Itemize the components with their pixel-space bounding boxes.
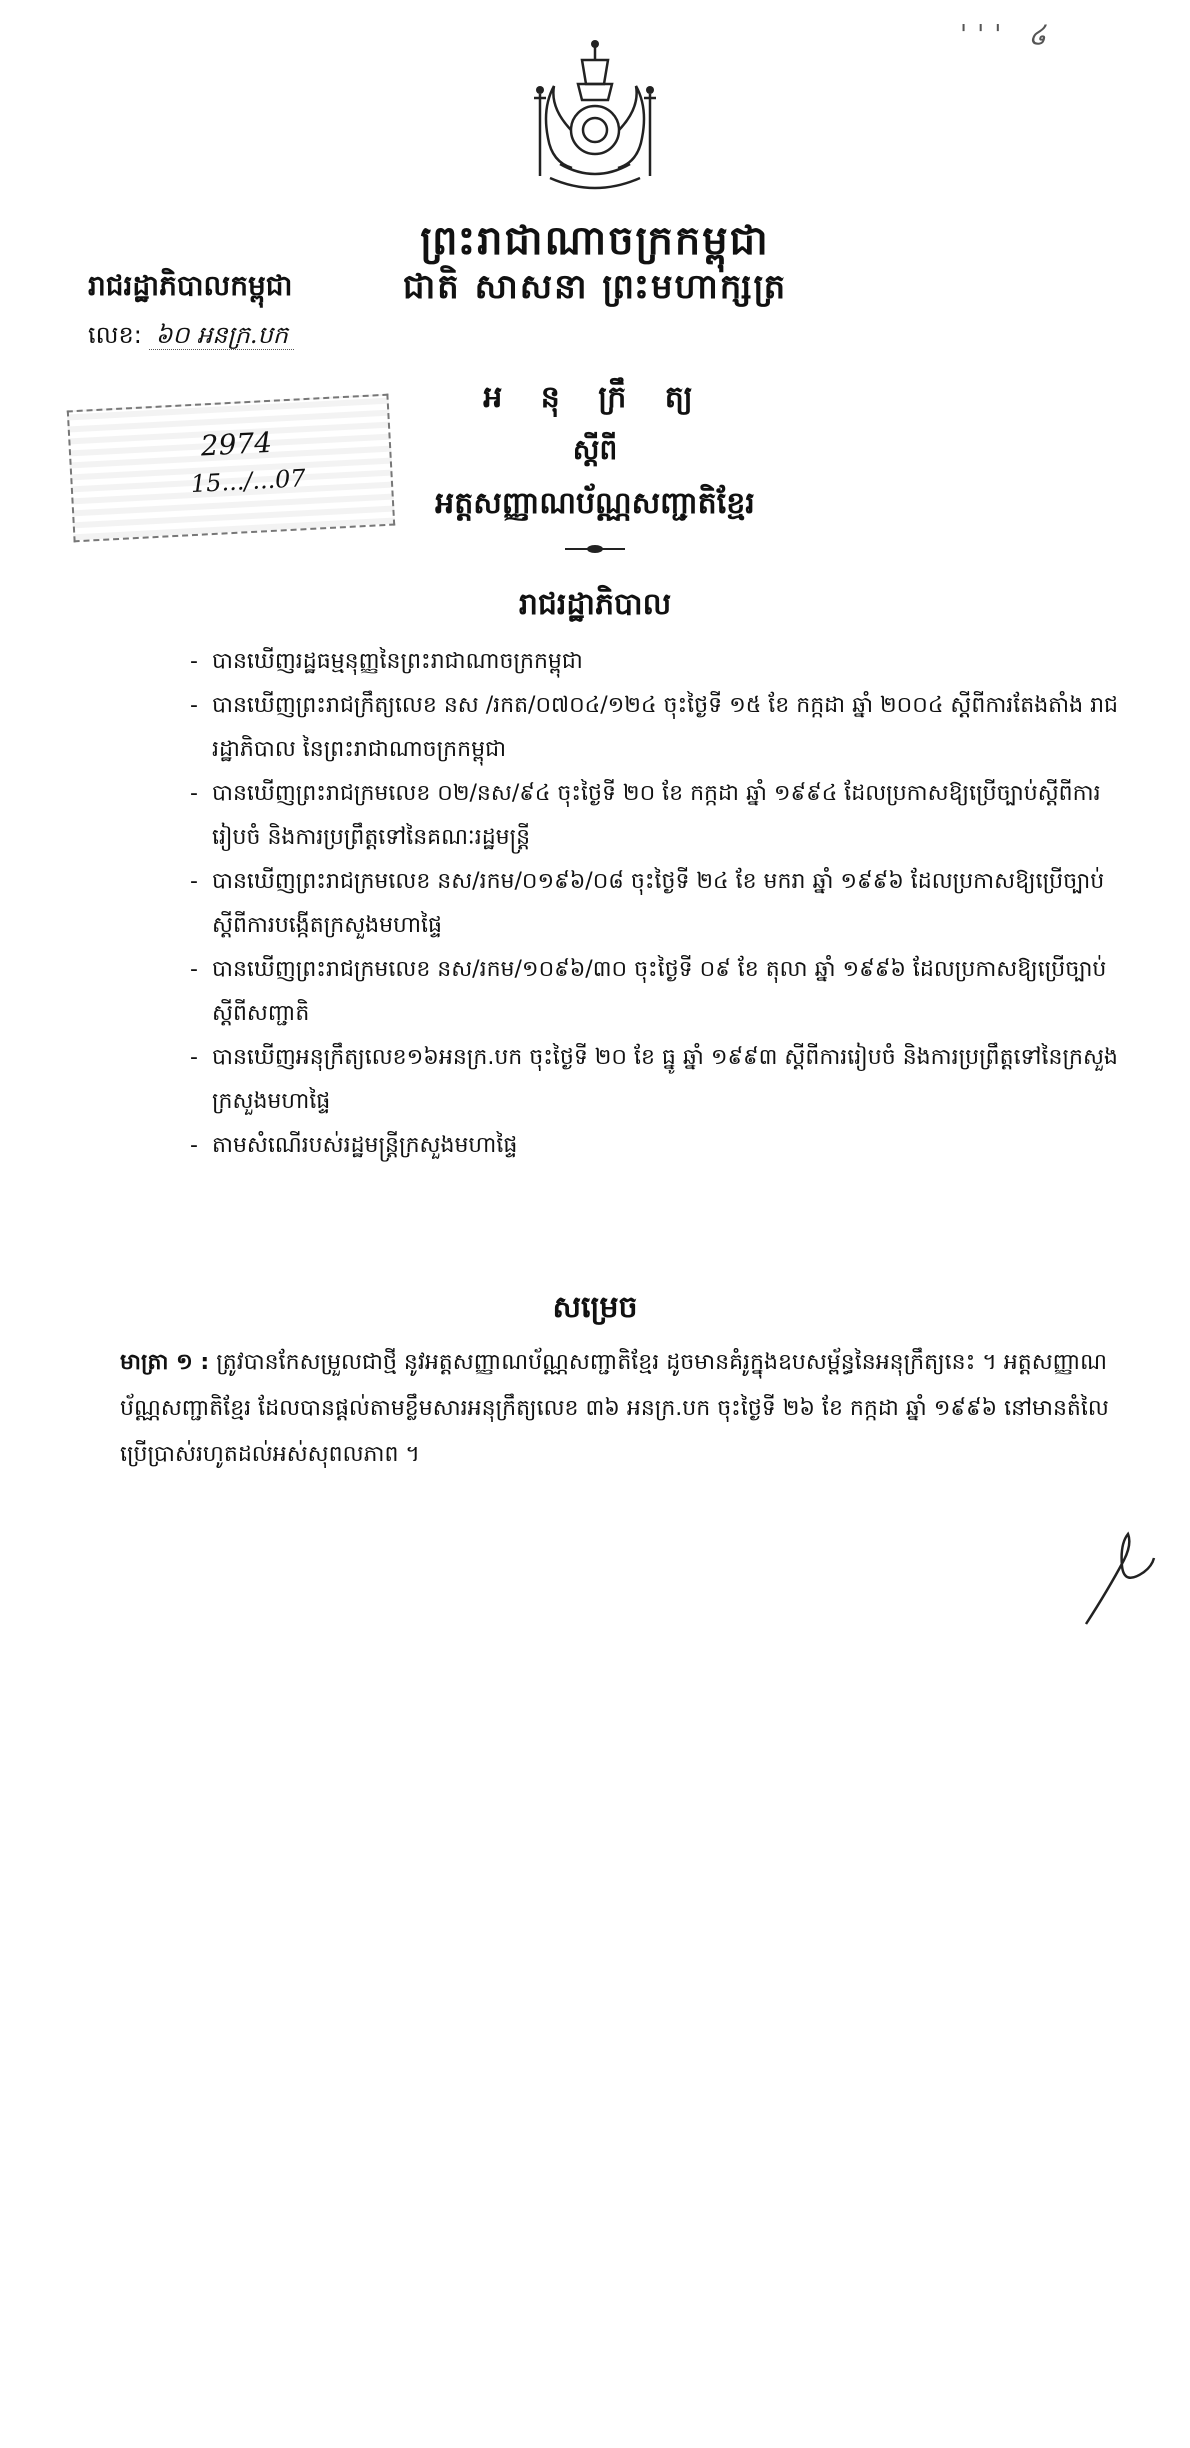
article-text: ត្រូវបានកែសម្រួលជាថ្មី នូវអត្តសញ្ញាណប័ណ្ណសញ្ជាតិខ្មែរ ដូចមានគំរូក្នុងឧបសម្ព័ន្ធនៃអនុក្រឹត្យនេះ ។ អត្តសញ្ញាណប័ណ្ណសញ្ជាតិខ្មែរ ដែលបានផ្តល់តាមខ្លឹមសារអនុក្រឹត្យលេខ ៣៦ អនក្រ.បក ចុះថ្ងៃទី ២៦ ខែ កក្កដា ឆ្នាំ ១៩៩៦ នៅមានតំលៃប្រើប្រាស់រហូតដល់អស់សុពលភាព ។ — [120, 1350, 1109, 1467]
document-subject: អត្តសញ្ញាណប័ណ្ណសញ្ជាតិខ្មែរ — [435, 486, 755, 521]
visa-item: - បានឃើញរដ្ឋធម្មនុញ្ញនៃព្រះរាជាណាចក្រកម្ពុជា — [190, 640, 1130, 684]
visa-list — [190, 640, 1130, 1168]
visa-item: - បានឃើញព្រះរាជក្រមលេខ ០២/នស/៩៤ ចុះថ្ងៃទី ២០ ខែ កក្កដា ឆ្នាំ ១៩៩៤ ដែលប្រកាសឱ្យប្រើច្បាប់ស្តីពីការ រៀបចំ និងការប្រព្រឹត្តទៅនៃគណៈរដ្ឋមន្ត្រី — [190, 772, 1130, 860]
corner-handwritten-note: ''' ໒ — [960, 20, 1057, 50]
stamp-date: 15.../...07 — [190, 464, 307, 499]
visa-item: - បានឃើញព្រះរាជក្រឹត្យលេខ នស /រកត/០៧០៤/១២៤ ចុះថ្ងៃទី ១៥ ខែ កក្កដា ឆ្នាំ ២០០៤ ស្តីពីការតែងតាំង រាជរដ្ឋាភិបាល នៃព្រះរាជាណាចក្រកម្ពុជា — [190, 684, 1130, 772]
council-heading: រាជរដ្ឋាភិបាល — [518, 587, 672, 622]
ornamental-divider — [565, 548, 625, 550]
decision-heading: សម្រេច — [552, 1290, 638, 1325]
reference-number — [88, 320, 294, 355]
visa-item: - តាមសំណើរបស់រដ្ឋមន្ត្រីក្រសួងមហាផ្ទៃ — [190, 1124, 1130, 1168]
reference-number-value: ៦០ អនក្រ.បក — [149, 321, 294, 350]
article-1 — [120, 1340, 1120, 1478]
visa-item: - បានឃើញអនុក្រឹត្យលេខ១៦អនក្រ.បក ចុះថ្ងៃទី ២០ ខែ ធ្នូ ឆ្នាំ ១៩៩៣ ស្តីពីការរៀបចំ និងការប្រព្រឹត្តទៅនៃក្រសួង ក្រសួងមហាផ្ទៃ — [190, 1036, 1130, 1124]
royal-coat-of-arms-icon — [520, 38, 670, 198]
document-type: អ នុ ក្រឹ ត្យ — [483, 380, 707, 415]
visa-item: - បានឃើញព្រះរាជក្រមលេខ នស/រកម/១០៩៦/៣០ ចុះថ្ងៃទី ០៩ ខែ តុលា ឆ្នាំ ១៩៩៦ ដែលប្រកាសឱ្យប្រើច្បាប់ ស្តីពីសញ្ជាតិ — [190, 948, 1130, 1036]
national-motto: ជាតិ សាសនា ព្រះមហាក្សត្រ — [402, 267, 788, 307]
initials-signature — [1080, 1520, 1160, 1630]
stamp-number: 2974 — [199, 425, 273, 463]
reference-number-label: លេខ: — [88, 321, 142, 349]
issuing-government: រាជរដ្ឋាភិបាលកម្ពុជា — [88, 269, 293, 302]
article-label: មាត្រា ១ : — [120, 1350, 210, 1375]
visa-item: - បានឃើញព្រះរាជក្រមលេខ នស/រកម/០១៩៦/០៨ ចុះថ្ងៃទី ២៤ ខែ មករា ឆ្នាំ ១៩៩៦ ដែលប្រកាសឱ្យប្រើច្បាប់ ស្តីពីការបង្កើតក្រសួងមហាផ្ទៃ — [190, 860, 1130, 948]
about-label: ស្តីពី — [572, 433, 618, 466]
kingdom-heading: ព្រះរាជាណាចក្រកម្ពុជា — [420, 218, 770, 264]
